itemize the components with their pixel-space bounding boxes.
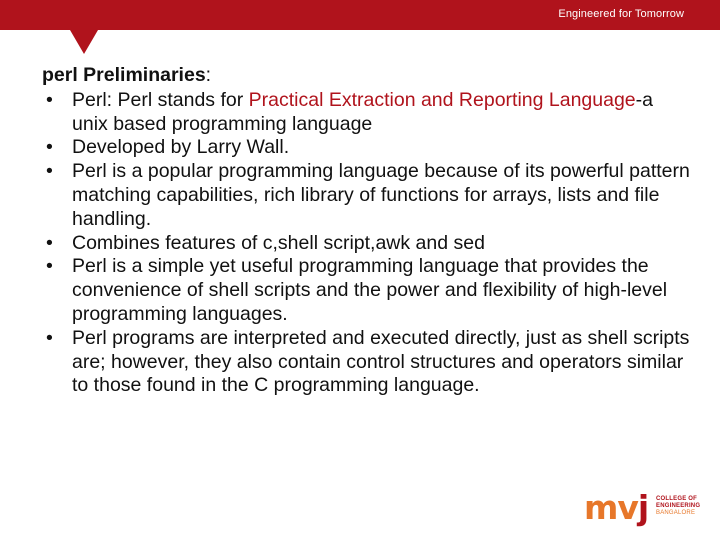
bullet-dot: • bbox=[46, 88, 53, 111]
logo-letter-j: j bbox=[637, 488, 649, 527]
bullet-text: Perl programs are interpreted and executed directly, just as shell scripts are; however, they also contain control structures and operators similar to those found in the C programming language. bbox=[72, 326, 690, 397]
list-item bbox=[42, 160, 692, 231]
bullet-text: Combines features of c,shell script,awk and sed bbox=[72, 231, 485, 254]
bullet-dot: • bbox=[46, 231, 53, 254]
list-item bbox=[42, 232, 692, 256]
logo-line-2: ENGINEERING bbox=[656, 503, 701, 509]
bullet-dot: • bbox=[46, 136, 53, 159]
slide-title-main: perl Preliminaries bbox=[42, 64, 206, 86]
bullet-text: Perl is a popular programming language because of its powerful pattern matching capabilities, rich library of functions for arrays, lists and file handling. bbox=[72, 160, 690, 230]
logo-letters: mv bbox=[584, 488, 638, 527]
slide-content bbox=[42, 64, 692, 398]
header-notch bbox=[70, 30, 98, 54]
slide-title bbox=[42, 64, 692, 88]
bullet-text-post: -a unix based programming language bbox=[72, 88, 653, 135]
bullet-dot: • bbox=[46, 160, 53, 183]
college-logo bbox=[584, 490, 704, 526]
bullet-text: Developed by Larry Wall. bbox=[72, 136, 290, 159]
logo-wordmark bbox=[584, 490, 648, 526]
list-item bbox=[42, 89, 692, 137]
header-tagline: Engineered for Tomorrow bbox=[558, 8, 684, 20]
bullet-list bbox=[42, 89, 692, 398]
header-bar bbox=[0, 0, 720, 30]
list-item bbox=[42, 327, 692, 398]
list-item bbox=[42, 136, 692, 160]
bullet-dot: • bbox=[46, 255, 53, 278]
slide-title-colon: : bbox=[205, 64, 212, 86]
bullet-text-pre: Perl: Perl stands for bbox=[72, 88, 249, 111]
bullet-text-highlight: Practical Extraction and Reporting Language bbox=[248, 88, 636, 111]
logo-line-3: BANGALORE bbox=[656, 510, 696, 516]
bullet-text: Perl is a simple yet useful programming language that provides the convenience of shell scripts and the power and flexibility of high-level programming languages. bbox=[72, 255, 668, 325]
bullet-dot: • bbox=[46, 326, 53, 349]
logo-line-1: COLLEGE OF bbox=[656, 496, 697, 502]
list-item bbox=[42, 255, 692, 326]
logo-college-text bbox=[656, 496, 700, 517]
